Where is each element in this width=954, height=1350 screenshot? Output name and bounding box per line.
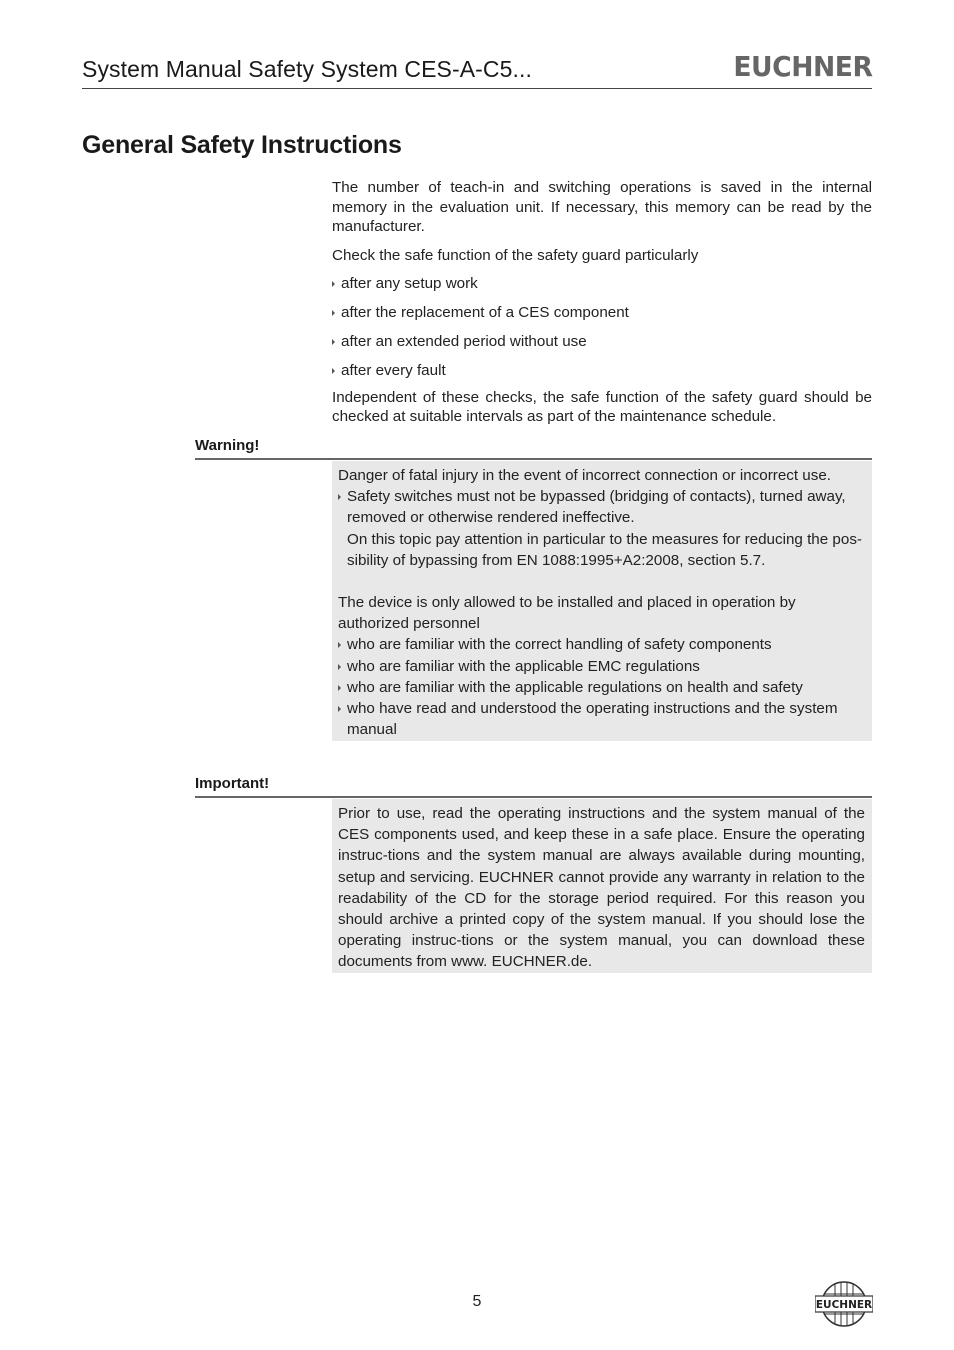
warning-item: who are familiar with the applicable EMC regulations (338, 656, 865, 677)
warning-note: On this topic pay attention in particular to the measures for reducing the pos-sibility of bypassing from EN 1088:1995+A2:2008, section 5.7. (347, 530, 862, 569)
bullet-arrow-icon (338, 685, 341, 691)
bullet-arrow-icon (338, 664, 341, 670)
warning-box (332, 461, 872, 741)
important-label: Important! (195, 775, 270, 792)
document-title: System Manual Safety System CES-A-C5... (82, 56, 532, 82)
section-title: General Safety Instructions (82, 131, 402, 159)
intro-paragraph-3: Independent of these checks, the safe function of the safety guard should be checked at suitable intervals as part of the maintenance schedule. (332, 388, 872, 425)
intro-paragraph-1: The number of teach-in and switching operations is saved in the internal memory in the evaluation unit. If necessary, this memory can be read by the manufacturer. (332, 179, 872, 235)
euchner-seal-logo (815, 1280, 873, 1328)
check-item: after an extended period without use (332, 332, 872, 352)
warning-line: Danger of fatal injury in the event of incorrect connection or incorrect use. (338, 467, 832, 484)
important-box (332, 799, 872, 973)
bullet-arrow-icon (338, 642, 341, 648)
svg-text:EUCHNER: EUCHNER (815, 1299, 873, 1311)
intro-text (332, 178, 872, 436)
important-text: Prior to use, read the operating instructions and the system manual of the CES components used, and keep these in a safe place. Ensure the operating instruc-tions and the system manual are always available during mounting, setup and servicing. EUCHNER cannot provide any warranty in relation to the readability of the CD for the storage period required. For this reason you should archive a printed copy of the system manual. If you should lose the operating instruc-tions or the system manual, you can download these documents from www. EUCHNER.de. (338, 805, 865, 971)
important-rule (195, 796, 872, 798)
warning-rule (195, 458, 872, 460)
bullet-arrow-icon (332, 281, 335, 287)
check-item: after the replacement of a CES component (332, 303, 872, 323)
check-item: after every fault (332, 361, 872, 381)
bullet-arrow-icon (338, 494, 341, 500)
warning-item: who have read and understood the operating instructions and the system manual (338, 698, 865, 740)
bullet-arrow-icon (332, 310, 335, 316)
warning-label: Warning! (195, 437, 260, 454)
page-number: 5 (472, 1293, 482, 1310)
bullet-arrow-icon (332, 368, 335, 374)
bullet-arrow-icon (332, 339, 335, 345)
intro-paragraph-2: Check the safe function of the safety guard particularly (332, 246, 699, 264)
warning-bullet: Safety switches must not be bypassed (bridging of contacts), turned away, removed or otherwise rendered ineffective. (338, 486, 865, 528)
check-item: after any setup work (332, 274, 872, 294)
warning-item: who are familiar with the applicable regulations on health and safety (338, 677, 865, 698)
bullet-arrow-icon (338, 706, 341, 712)
warning-item: who are familiar with the correct handling of safety components (338, 634, 865, 655)
euchner-logo: EUCHNER (732, 50, 872, 83)
page-header (82, 50, 872, 89)
warning-paragraph-2: The device is only allowed to be installed and placed in operation by authorized personnel (338, 594, 796, 633)
euchner-seal-icon (815, 1280, 873, 1328)
